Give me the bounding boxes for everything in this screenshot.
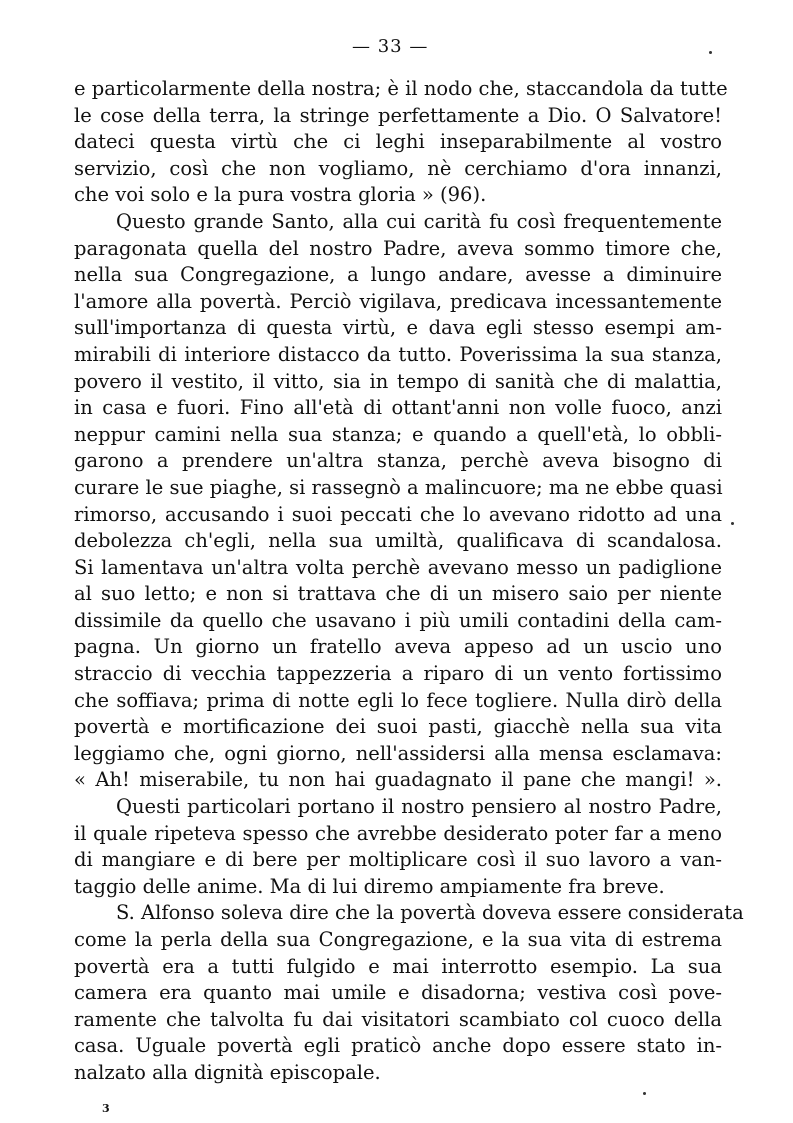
text-line: l'amore alla povertà. Perciò vigilava, predicava incessantemente	[74, 289, 722, 313]
text-line: come la perla della sua Congregazione, e la sua vita di estrema	[74, 928, 722, 951]
text-line: mirabili di interiore distacco da tutto. Poverissima la sua stanza,	[74, 342, 722, 366]
text-line: nella sua Congregazione, a lungo andare, avesse a diminuire	[74, 263, 722, 287]
text-line: « Ah! miserabile, tu non hai guadagnato il pane che mangi! ».	[74, 768, 722, 792]
scan-speck	[643, 1092, 646, 1095]
text-line: leggiamo che, ogni giorno, nell'assidersi alla mensa esclamava:	[74, 741, 722, 765]
text-line: neppur camini nella sua stanza; e quando a quell'età, lo obbli-	[74, 422, 722, 446]
text-line: il quale ripeteva spesso che avrebbe desiderato poter far a meno	[74, 821, 722, 845]
scan-speck	[731, 522, 734, 525]
text-line: rimorso, accusando i suoi peccati che lo avevano ridotto ad una	[74, 502, 722, 526]
paragraph-start-line: Questi particolari portano il nostro pensiero al nostro Padre,	[116, 795, 722, 819]
text-line: che voi solo e la pura vostra gloria » (96).	[74, 183, 487, 207]
text-line: sull'importanza di questa virtù, e dava egli stesso esempi am-	[74, 316, 722, 340]
text-line: casa. Uguale povertà egli praticò anche dopo essere stato in-	[74, 1034, 722, 1058]
text-line: di mangiare e di bere per moltiplicare così il suo lavoro a van-	[74, 848, 722, 872]
text-line: povertà e mortificazione dei suoi pasti, giacchè nella sua vita	[74, 715, 722, 739]
text-line: dissimile da quello che usavano i più umili contadini della cam-	[74, 608, 722, 632]
body-text	[74, 76, 744, 1087]
text-line: e particolarmente della nostra; è il nodo che, staccandola da tutte	[74, 77, 728, 100]
text-line: straccio di vecchia tappezzeria a riparo di un vento fortissimo	[74, 662, 722, 686]
text-line: ramente che talvolta fu dai visitatori scambiato col cuoco della	[74, 1007, 722, 1031]
text-line: nalzato alla dignità episcopale.	[74, 1060, 381, 1084]
text-line: le cose della terra, la stringe perfettamente a Dio. O Salvatore!	[74, 103, 722, 127]
text-line: in casa e fuori. Fino all'età di ottant'anni non volle fuoco, anzi	[74, 396, 722, 420]
text-line: taggio delle anime. Ma di lui diremo ampiamente fra breve.	[74, 874, 665, 898]
paragraph-start-line: S. Alfonso soleva dire che la povertà doveva essere considerata	[116, 901, 744, 925]
text-line: curare le sue piaghe, si rassegnò a malincuore; ma ne ebbe quasi	[74, 475, 723, 499]
text-line: garono a prendere un'altra stanza, perchè aveva bisogno di	[74, 449, 722, 473]
text-line: povero il vestito, il vitto, sia in tempo di sanità che di malattia,	[74, 369, 722, 393]
printer-signature-mark: 3	[102, 1102, 110, 1115]
text-line: Si lamentava un'altra volta perchè avevano messo un padiglione	[74, 555, 722, 579]
text-line: dateci questa virtù che ci leghi inseparabilmente al vostro	[74, 130, 722, 154]
text-line: debolezza ch'egli, nella sua umiltà, qualificava di scandalosa.	[74, 529, 722, 553]
text-line: pagna. Un giorno un fratello aveva appeso ad un uscio uno	[74, 635, 722, 659]
text-line: povertà era a tutti fulgido e mai interrotto esempio. La sua	[74, 954, 722, 978]
text-line: al suo letto; e non si trattava che di un misero saio per niente	[74, 582, 722, 606]
scan-speck	[709, 51, 712, 54]
page-number: — 33 —	[352, 36, 429, 57]
text-line: paragonata quella del nostro Padre, aveva sommo timore che,	[74, 236, 722, 260]
text-line: servizio, così che non vogliamo, nè cerchiamo d'ora innanzi,	[74, 156, 722, 180]
paragraph-start-line: Questo grande Santo, alla cui carità fu così frequentemente	[116, 209, 722, 233]
text-line: camera era quanto mai umile e disadorna; vestiva così pove-	[74, 981, 722, 1005]
text-line: che soffiava; prima di notte egli lo fece togliere. Nulla dirò della	[74, 688, 722, 712]
